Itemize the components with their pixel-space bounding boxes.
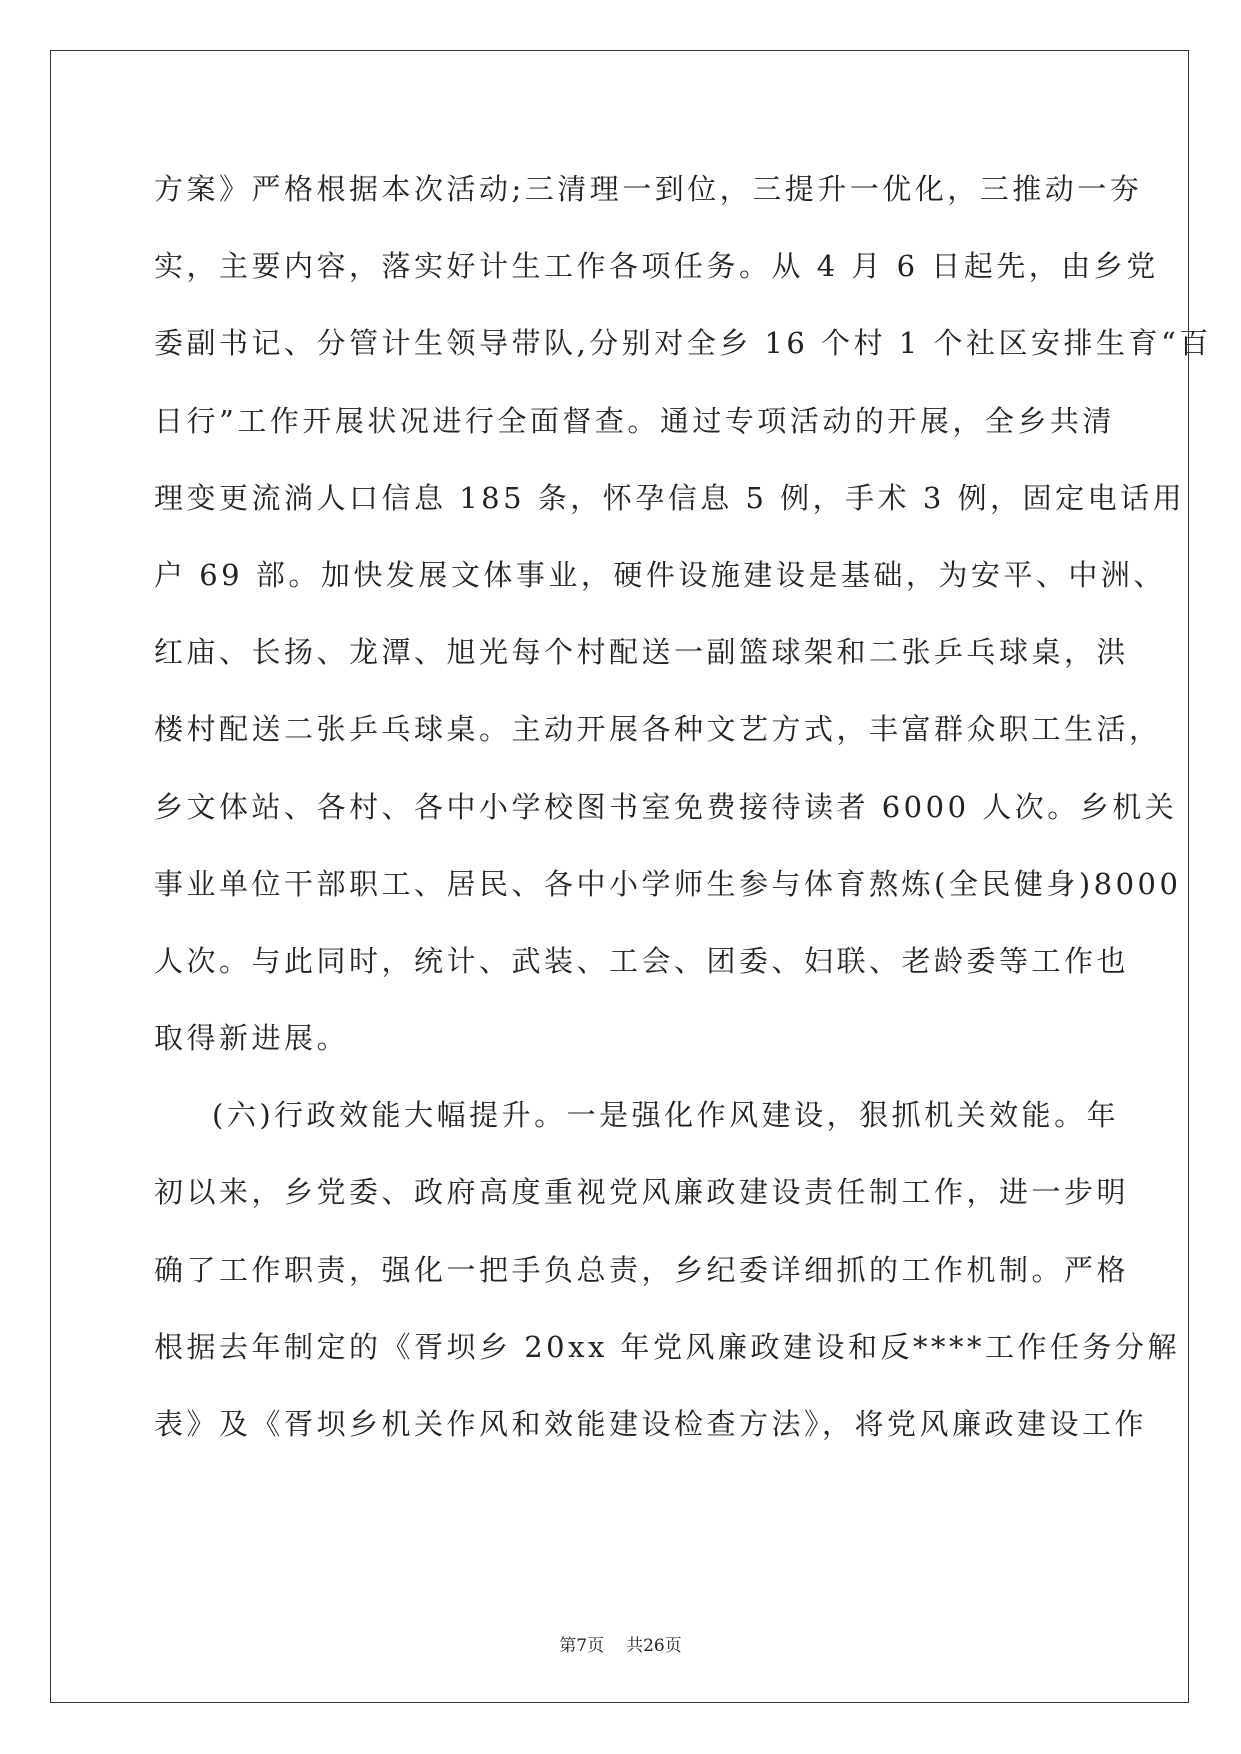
paragraph-start-line: (六)行政效能大幅提升。一是强化作风建设，狠抓机关效能。年 (212, 1098, 1120, 1133)
text-line: 初以来，乡党委、政府高度重视党风廉政建设责任制工作，进一步明 (154, 1175, 1130, 1210)
paragraph-end-line: 取得新进展。 (154, 1021, 350, 1056)
text-line: 楼村配送二张乒乓球桌。主动开展各种文艺方式，丰富群众职工生活， (154, 712, 1162, 747)
text-line: 红庙、长扬、龙潭、旭光每个村配送一副篮球架和二张乒乓球桌，洪 (154, 635, 1130, 670)
text-line: 乡文体站、各村、各中小学校图书室免费接待读者 6000 人次。乡机关 (154, 789, 1178, 824)
document-body (154, 168, 1212, 1480)
text-line: 表》及《胥坝乡机关作风和效能建设检查方法》，将党风廉政建设工作 (154, 1407, 1148, 1441)
text-line: 理变更流淌人口信息 185 条，怀孕信息 5 例，手术 3 例，固定电话用 (154, 480, 1186, 515)
page-footer (0, 1634, 1241, 1658)
text-line: 事业单位干部职工、居民、各中小学师生参与体育熬炼(全民健身)8000 (154, 866, 1182, 901)
page-number: 第7页 (559, 1636, 605, 1656)
text-line: 人次。与此同时，统计、武装、工会、团委、妇联、老龄委等工作也 (154, 943, 1130, 978)
text-line: 方案》严格根据本次活动;三清理一到位，三提升一优化，三推动一夯 (154, 172, 1143, 206)
text-line: 根据去年制定的《胥坝乡 20xx 年党风廉政建设和反****工作任务分解 (154, 1329, 1181, 1364)
text-line: 委副书记、分管计生领导带队,分别对全乡 16 个村 1 个社区安排生育“百 (154, 326, 1212, 361)
text-line: 日行”工作开展状况进行全面督查。通过专项活动的开展，全乡共清 (154, 403, 1115, 438)
text-line: 实，主要内容，落实好计生工作各项任务。从 4 月 6 日起先，由乡党 (154, 249, 1159, 284)
page-total: 共26页 (626, 1636, 682, 1656)
text-line: 确了工作职责，强化一把手负总责，乡纪委详细抓的工作机制。严格 (154, 1252, 1130, 1287)
text-line: 户 69 部。加快发展文体事业，硬件设施建设是基础，为安平、中洲、 (154, 557, 1166, 592)
